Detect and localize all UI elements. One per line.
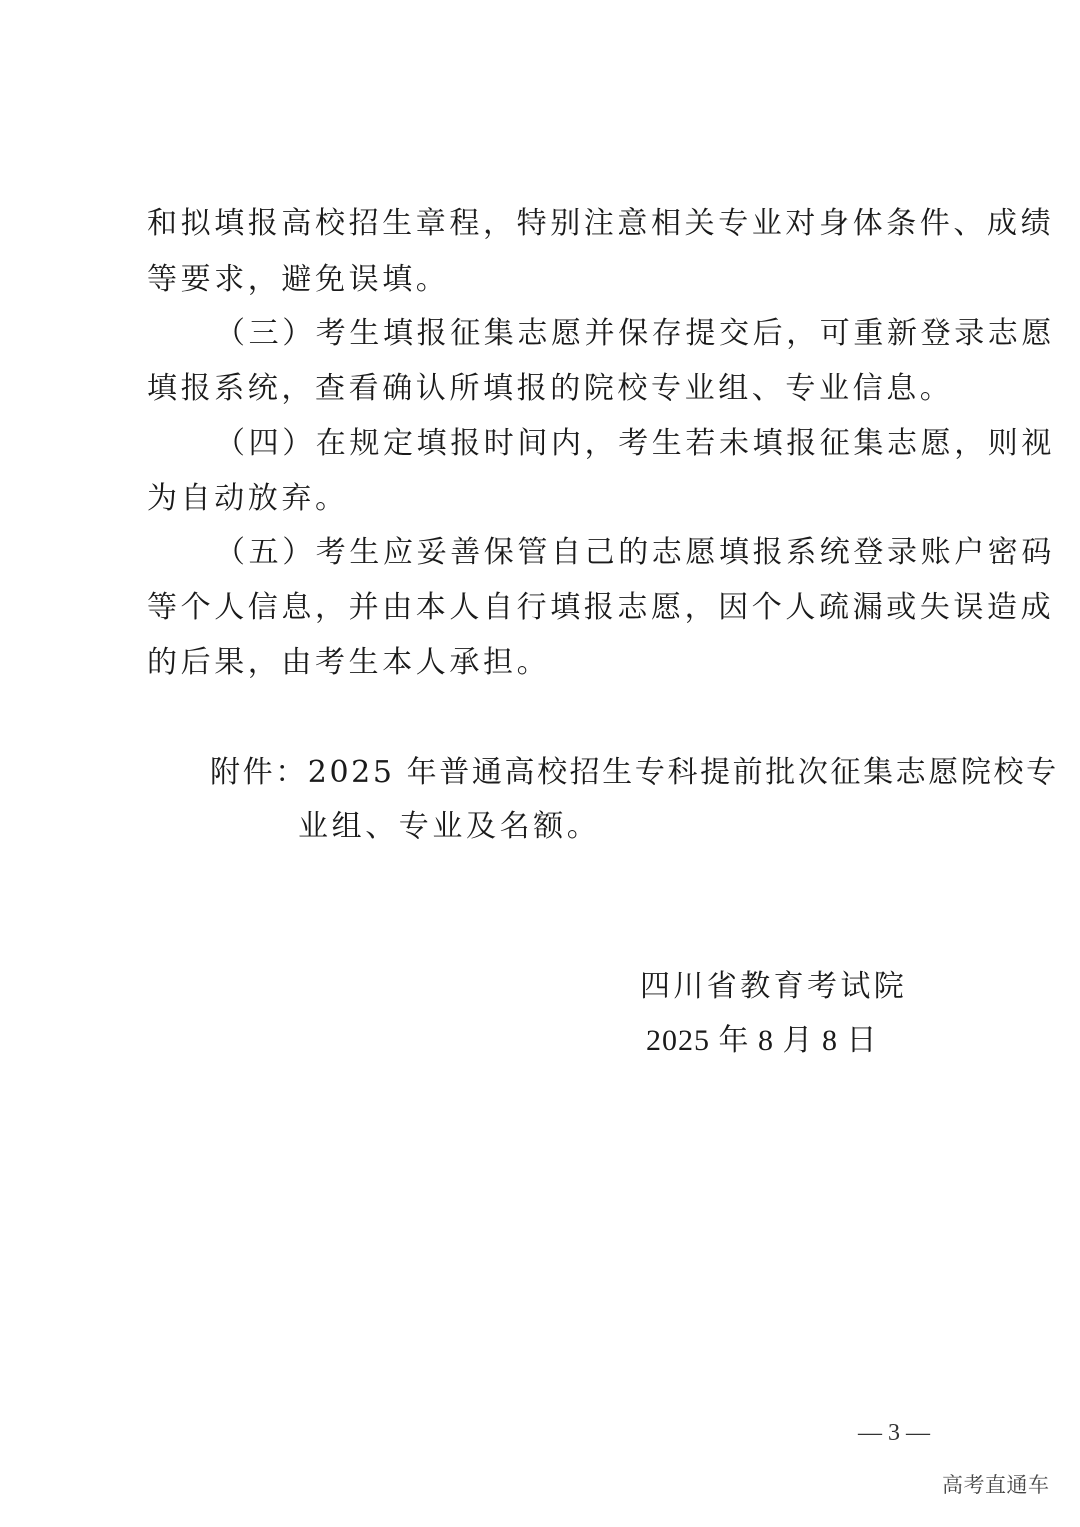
- paragraph-line: 为自动放弃。: [147, 481, 349, 516]
- paragraph-line: 等个人信息，并由本人自行填报志愿，因个人疏漏或失误造成: [147, 590, 1055, 625]
- watermark-text: 高考直通车: [942, 1473, 1050, 1497]
- paragraph-line-item-3: （三）考生填报征集志愿并保存提交后，可重新登录志愿: [215, 316, 1055, 351]
- paragraph-line: 等要求，避免误填。: [147, 262, 450, 297]
- attachment-line-1: 附件：2025 年普通高校招生专科提前批次征集志愿院校专: [210, 755, 1059, 790]
- page-number: — 3 —: [858, 1420, 930, 1446]
- signature-organization: 四川省教育考试院: [640, 969, 908, 1004]
- paragraph-line: 和拟填报高校招生章程，特别注意相关专业对身体条件、成绩: [147, 206, 1055, 241]
- paragraph-line-item-4: （四）在规定填报时间内，考生若未填报征集志愿，则视: [215, 426, 1055, 461]
- signature-date: 2025 年 8 月 8 日: [646, 1024, 878, 1057]
- attachment-line-2: 业组、专业及名额。: [298, 809, 601, 844]
- paragraph-line: 填报系统，查看确认所填报的院校专业组、专业信息。: [147, 371, 954, 406]
- paragraph-line-item-5: （五）考生应妥善保管自己的志愿填报系统登录账户密码: [215, 535, 1055, 570]
- paragraph-line: 的后果，由考生本人承担。: [147, 645, 551, 680]
